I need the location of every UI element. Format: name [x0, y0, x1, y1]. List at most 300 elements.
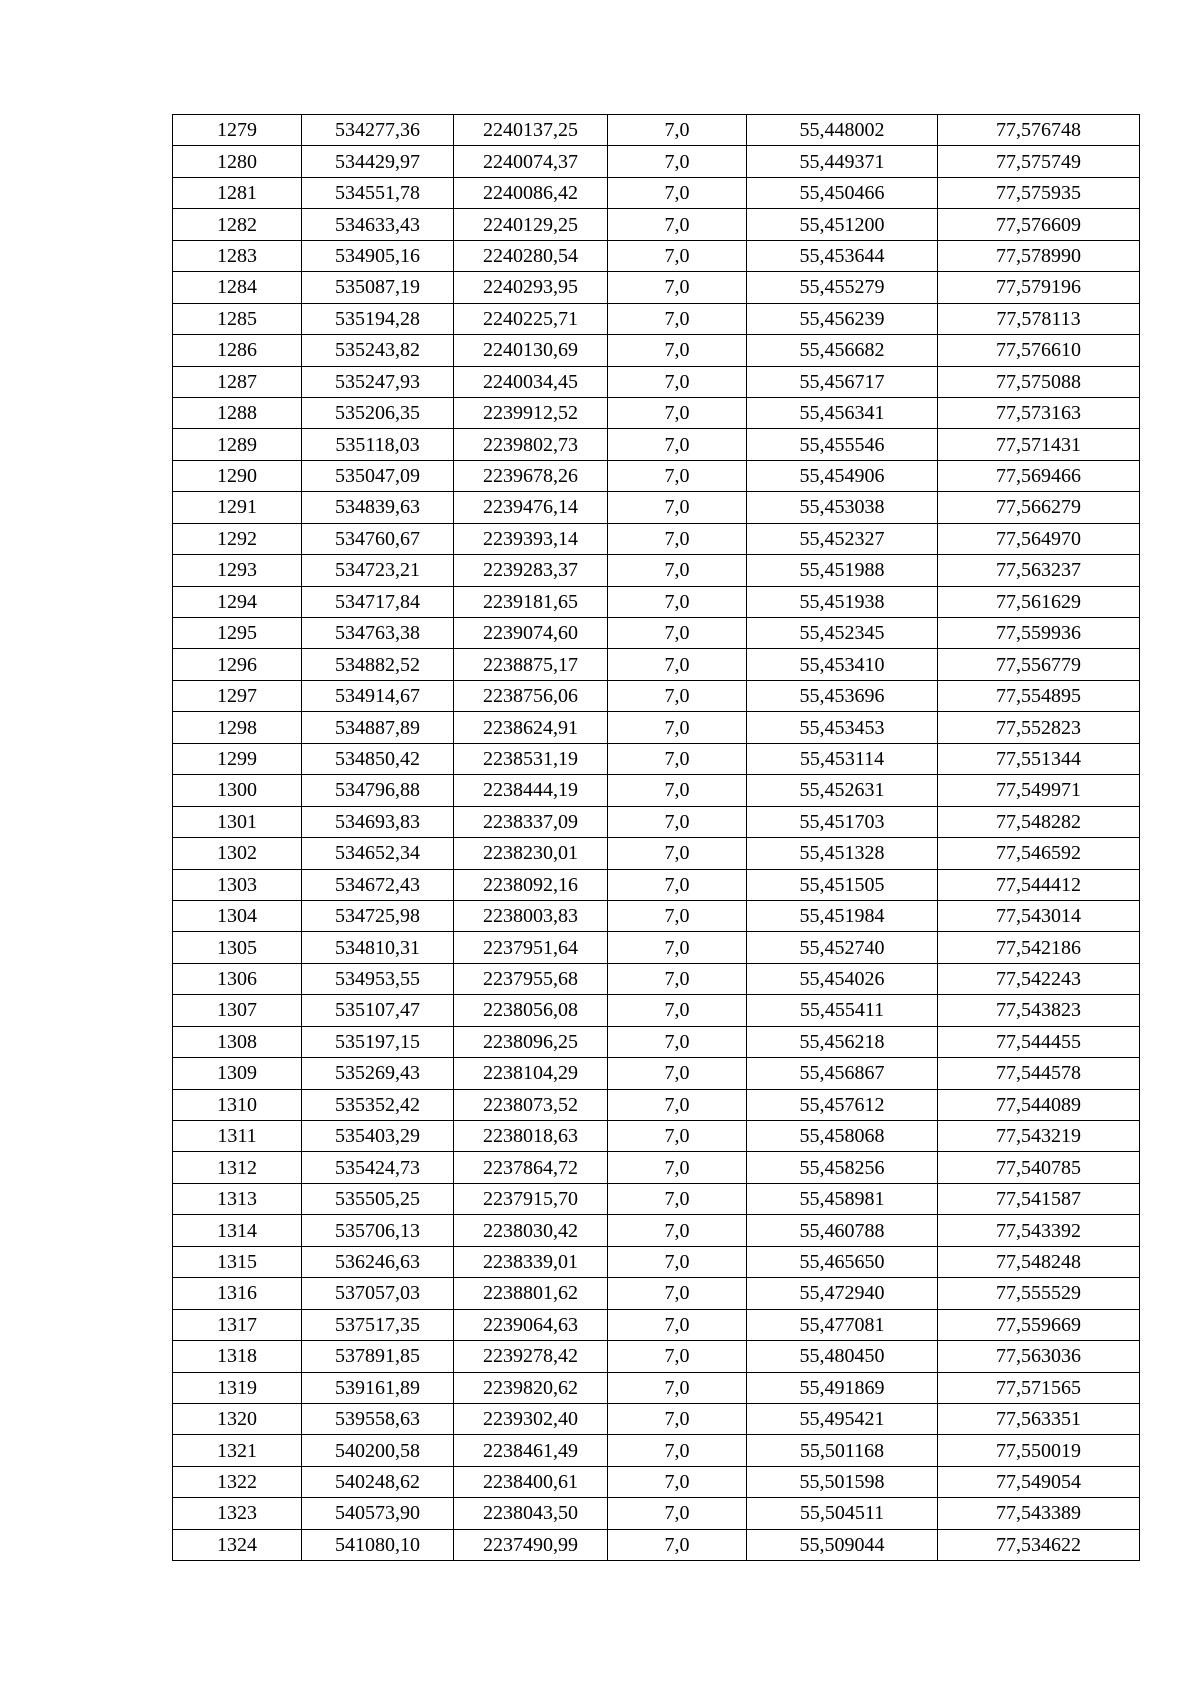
latitude-cell: 55,509044: [747, 1529, 938, 1560]
latitude-cell: 55,451703: [747, 806, 938, 837]
x-coordinate-cell: 534551,78: [302, 177, 454, 208]
y-coordinate-cell: 2239393,14: [454, 523, 608, 554]
y-coordinate-cell: 2239181,65: [454, 586, 608, 617]
y-coordinate-cell: 2238030,42: [454, 1215, 608, 1246]
longitude-cell: 77,556779: [938, 649, 1140, 680]
x-coordinate-cell: 540200,58: [302, 1435, 454, 1466]
point-number-cell: 1286: [173, 335, 302, 366]
longitude-cell: 77,571565: [938, 1372, 1140, 1403]
accuracy-cell: 7,0: [608, 900, 747, 931]
accuracy-cell: 7,0: [608, 1498, 747, 1529]
latitude-cell: 55,455546: [747, 429, 938, 460]
y-coordinate-cell: 2238092,16: [454, 869, 608, 900]
table-row: [173, 1121, 1140, 1152]
point-number-cell: 1291: [173, 492, 302, 523]
latitude-cell: 55,456218: [747, 1026, 938, 1057]
point-number-cell: 1288: [173, 397, 302, 428]
y-coordinate-cell: 2238337,09: [454, 806, 608, 837]
y-coordinate-cell: 2239912,52: [454, 397, 608, 428]
longitude-cell: 77,549054: [938, 1466, 1140, 1497]
y-coordinate-cell: 2238531,19: [454, 743, 608, 774]
accuracy-cell: 7,0: [608, 1435, 747, 1466]
y-coordinate-cell: 2237951,64: [454, 932, 608, 963]
accuracy-cell: 7,0: [608, 429, 747, 460]
y-coordinate-cell: 2239074,60: [454, 618, 608, 649]
point-number-cell: 1282: [173, 209, 302, 240]
x-coordinate-cell: 534850,42: [302, 743, 454, 774]
x-coordinate-cell: 534763,38: [302, 618, 454, 649]
point-number-cell: 1310: [173, 1089, 302, 1120]
y-coordinate-cell: 2238073,52: [454, 1089, 608, 1120]
point-number-cell: 1301: [173, 806, 302, 837]
longitude-cell: 77,576748: [938, 115, 1140, 146]
latitude-cell: 55,456341: [747, 397, 938, 428]
latitude-cell: 55,454026: [747, 963, 938, 994]
y-coordinate-cell: 2238756,06: [454, 680, 608, 711]
latitude-cell: 55,455279: [747, 272, 938, 303]
latitude-cell: 55,448002: [747, 115, 938, 146]
longitude-cell: 77,571431: [938, 429, 1140, 460]
latitude-cell: 55,453410: [747, 649, 938, 680]
latitude-cell: 55,451984: [747, 900, 938, 931]
y-coordinate-cell: 2238444,19: [454, 775, 608, 806]
point-number-cell: 1290: [173, 460, 302, 491]
accuracy-cell: 7,0: [608, 492, 747, 523]
x-coordinate-cell: 534887,89: [302, 712, 454, 743]
point-number-cell: 1311: [173, 1121, 302, 1152]
accuracy-cell: 7,0: [608, 209, 747, 240]
table-row: [173, 712, 1140, 743]
accuracy-cell: 7,0: [608, 932, 747, 963]
table-row: [173, 649, 1140, 680]
latitude-cell: 55,452345: [747, 618, 938, 649]
point-number-cell: 1287: [173, 366, 302, 397]
latitude-cell: 55,477081: [747, 1309, 938, 1340]
point-number-cell: 1309: [173, 1058, 302, 1089]
y-coordinate-cell: 2238104,29: [454, 1058, 608, 1089]
longitude-cell: 77,578113: [938, 303, 1140, 334]
y-coordinate-cell: 2240225,71: [454, 303, 608, 334]
table-row: [173, 1215, 1140, 1246]
longitude-cell: 77,575088: [938, 366, 1140, 397]
point-number-cell: 1320: [173, 1403, 302, 1434]
table-row: [173, 680, 1140, 711]
table-row: [173, 775, 1140, 806]
accuracy-cell: 7,0: [608, 335, 747, 366]
y-coordinate-cell: 2239802,73: [454, 429, 608, 460]
table-row: [173, 1498, 1140, 1529]
y-coordinate-cell: 2238624,91: [454, 712, 608, 743]
latitude-cell: 55,451200: [747, 209, 938, 240]
table-row: [173, 586, 1140, 617]
table-row: [173, 429, 1140, 460]
point-number-cell: 1321: [173, 1435, 302, 1466]
latitude-cell: 55,455411: [747, 995, 938, 1026]
table-row: [173, 177, 1140, 208]
y-coordinate-cell: 2239283,37: [454, 555, 608, 586]
x-coordinate-cell: 534723,21: [302, 555, 454, 586]
accuracy-cell: 7,0: [608, 1309, 747, 1340]
x-coordinate-cell: 534672,43: [302, 869, 454, 900]
latitude-cell: 55,495421: [747, 1403, 938, 1434]
point-number-cell: 1283: [173, 240, 302, 271]
longitude-cell: 77,548282: [938, 806, 1140, 837]
table-row: [173, 869, 1140, 900]
x-coordinate-cell: 534810,31: [302, 932, 454, 963]
longitude-cell: 77,541587: [938, 1183, 1140, 1214]
accuracy-cell: 7,0: [608, 1089, 747, 1120]
latitude-cell: 55,456682: [747, 335, 938, 366]
longitude-cell: 77,563036: [938, 1341, 1140, 1372]
y-coordinate-cell: 2238339,01: [454, 1246, 608, 1277]
table-row: [173, 460, 1140, 491]
x-coordinate-cell: 537057,03: [302, 1278, 454, 1309]
x-coordinate-cell: 534760,67: [302, 523, 454, 554]
table-row: [173, 240, 1140, 271]
latitude-cell: 55,458981: [747, 1183, 938, 1214]
latitude-cell: 55,451938: [747, 586, 938, 617]
latitude-cell: 55,453114: [747, 743, 938, 774]
table-row: [173, 1183, 1140, 1214]
accuracy-cell: 7,0: [608, 649, 747, 680]
point-number-cell: 1296: [173, 649, 302, 680]
longitude-cell: 77,575749: [938, 146, 1140, 177]
accuracy-cell: 7,0: [608, 743, 747, 774]
accuracy-cell: 7,0: [608, 869, 747, 900]
point-number-cell: 1312: [173, 1152, 302, 1183]
accuracy-cell: 7,0: [608, 1183, 747, 1214]
x-coordinate-cell: 534717,84: [302, 586, 454, 617]
longitude-cell: 77,542186: [938, 932, 1140, 963]
x-coordinate-cell: 539558,63: [302, 1403, 454, 1434]
x-coordinate-cell: 539161,89: [302, 1372, 454, 1403]
point-number-cell: 1306: [173, 963, 302, 994]
point-number-cell: 1303: [173, 869, 302, 900]
y-coordinate-cell: 2239064,63: [454, 1309, 608, 1340]
point-number-cell: 1289: [173, 429, 302, 460]
point-number-cell: 1307: [173, 995, 302, 1026]
x-coordinate-cell: 535118,03: [302, 429, 454, 460]
latitude-cell: 55,460788: [747, 1215, 938, 1246]
latitude-cell: 55,480450: [747, 1341, 938, 1372]
coordinates-table: [172, 114, 1140, 1561]
accuracy-cell: 7,0: [608, 240, 747, 271]
latitude-cell: 55,453644: [747, 240, 938, 271]
y-coordinate-cell: 2238056,08: [454, 995, 608, 1026]
x-coordinate-cell: 535047,09: [302, 460, 454, 491]
y-coordinate-cell: 2237864,72: [454, 1152, 608, 1183]
table-row: [173, 366, 1140, 397]
latitude-cell: 55,454906: [747, 460, 938, 491]
longitude-cell: 77,548248: [938, 1246, 1140, 1277]
table-row: [173, 806, 1140, 837]
latitude-cell: 55,451988: [747, 555, 938, 586]
table-row: [173, 303, 1140, 334]
longitude-cell: 77,551344: [938, 743, 1140, 774]
y-coordinate-cell: 2237490,99: [454, 1529, 608, 1560]
y-coordinate-cell: 2240293,95: [454, 272, 608, 303]
point-number-cell: 1300: [173, 775, 302, 806]
longitude-cell: 77,563351: [938, 1403, 1140, 1434]
y-coordinate-cell: 2239476,14: [454, 492, 608, 523]
longitude-cell: 77,543823: [938, 995, 1140, 1026]
point-number-cell: 1322: [173, 1466, 302, 1497]
table-row: [173, 1341, 1140, 1372]
point-number-cell: 1317: [173, 1309, 302, 1340]
y-coordinate-cell: 2240034,45: [454, 366, 608, 397]
accuracy-cell: 7,0: [608, 1403, 747, 1434]
accuracy-cell: 7,0: [608, 177, 747, 208]
point-number-cell: 1280: [173, 146, 302, 177]
table-row: [173, 146, 1140, 177]
accuracy-cell: 7,0: [608, 806, 747, 837]
longitude-cell: 77,544089: [938, 1089, 1140, 1120]
latitude-cell: 55,452327: [747, 523, 938, 554]
y-coordinate-cell: 2238096,25: [454, 1026, 608, 1057]
point-number-cell: 1281: [173, 177, 302, 208]
longitude-cell: 77,575935: [938, 177, 1140, 208]
table-row: [173, 1152, 1140, 1183]
x-coordinate-cell: 541080,10: [302, 1529, 454, 1560]
longitude-cell: 77,550019: [938, 1435, 1140, 1466]
accuracy-cell: 7,0: [608, 963, 747, 994]
table-row: [173, 618, 1140, 649]
point-number-cell: 1298: [173, 712, 302, 743]
accuracy-cell: 7,0: [608, 1341, 747, 1372]
latitude-cell: 55,491869: [747, 1372, 938, 1403]
longitude-cell: 77,578990: [938, 240, 1140, 271]
latitude-cell: 55,472940: [747, 1278, 938, 1309]
accuracy-cell: 7,0: [608, 1121, 747, 1152]
y-coordinate-cell: 2240130,69: [454, 335, 608, 366]
x-coordinate-cell: 537891,85: [302, 1341, 454, 1372]
longitude-cell: 77,564970: [938, 523, 1140, 554]
accuracy-cell: 7,0: [608, 680, 747, 711]
table-row: [173, 963, 1140, 994]
latitude-cell: 55,457612: [747, 1089, 938, 1120]
y-coordinate-cell: 2239820,62: [454, 1372, 608, 1403]
latitude-cell: 55,450466: [747, 177, 938, 208]
point-number-cell: 1292: [173, 523, 302, 554]
y-coordinate-cell: 2237915,70: [454, 1183, 608, 1214]
x-coordinate-cell: 535243,82: [302, 335, 454, 366]
longitude-cell: 77,554895: [938, 680, 1140, 711]
point-number-cell: 1299: [173, 743, 302, 774]
latitude-cell: 55,453038: [747, 492, 938, 523]
x-coordinate-cell: 534277,36: [302, 115, 454, 146]
x-coordinate-cell: 535706,13: [302, 1215, 454, 1246]
longitude-cell: 77,552823: [938, 712, 1140, 743]
longitude-cell: 77,563237: [938, 555, 1140, 586]
x-coordinate-cell: 534796,88: [302, 775, 454, 806]
table-row: [173, 1529, 1140, 1560]
longitude-cell: 77,543219: [938, 1121, 1140, 1152]
y-coordinate-cell: 2238400,61: [454, 1466, 608, 1497]
x-coordinate-cell: 534725,98: [302, 900, 454, 931]
table-row: [173, 1435, 1140, 1466]
x-coordinate-cell: 535269,43: [302, 1058, 454, 1089]
point-number-cell: 1295: [173, 618, 302, 649]
accuracy-cell: 7,0: [608, 366, 747, 397]
longitude-cell: 77,534622: [938, 1529, 1140, 1560]
y-coordinate-cell: 2238461,49: [454, 1435, 608, 1466]
accuracy-cell: 7,0: [608, 995, 747, 1026]
accuracy-cell: 7,0: [608, 1026, 747, 1057]
x-coordinate-cell: 534693,83: [302, 806, 454, 837]
y-coordinate-cell: 2240137,25: [454, 115, 608, 146]
y-coordinate-cell: 2240086,42: [454, 177, 608, 208]
longitude-cell: 77,544578: [938, 1058, 1140, 1089]
accuracy-cell: 7,0: [608, 712, 747, 743]
table-row: [173, 397, 1140, 428]
table-row: [173, 523, 1140, 554]
x-coordinate-cell: 535247,93: [302, 366, 454, 397]
y-coordinate-cell: 2239678,26: [454, 460, 608, 491]
x-coordinate-cell: 534914,67: [302, 680, 454, 711]
x-coordinate-cell: 535352,42: [302, 1089, 454, 1120]
x-coordinate-cell: 534953,55: [302, 963, 454, 994]
longitude-cell: 77,546592: [938, 838, 1140, 869]
point-number-cell: 1305: [173, 932, 302, 963]
y-coordinate-cell: 2238043,50: [454, 1498, 608, 1529]
table-row: [173, 1278, 1140, 1309]
longitude-cell: 77,542243: [938, 963, 1140, 994]
latitude-cell: 55,501598: [747, 1466, 938, 1497]
accuracy-cell: 7,0: [608, 838, 747, 869]
latitude-cell: 55,456717: [747, 366, 938, 397]
table-row: [173, 1372, 1140, 1403]
latitude-cell: 55,452740: [747, 932, 938, 963]
latitude-cell: 55,453453: [747, 712, 938, 743]
accuracy-cell: 7,0: [608, 555, 747, 586]
table-row: [173, 1089, 1140, 1120]
latitude-cell: 55,465650: [747, 1246, 938, 1277]
latitude-cell: 55,449371: [747, 146, 938, 177]
point-number-cell: 1313: [173, 1183, 302, 1214]
point-number-cell: 1323: [173, 1498, 302, 1529]
y-coordinate-cell: 2240280,54: [454, 240, 608, 271]
latitude-cell: 55,504511: [747, 1498, 938, 1529]
point-number-cell: 1319: [173, 1372, 302, 1403]
table-row: [173, 1403, 1140, 1434]
accuracy-cell: 7,0: [608, 303, 747, 334]
accuracy-cell: 7,0: [608, 1152, 747, 1183]
longitude-cell: 77,559669: [938, 1309, 1140, 1340]
longitude-cell: 77,543392: [938, 1215, 1140, 1246]
coordinates-table-body: [173, 115, 1140, 1561]
latitude-cell: 55,453696: [747, 680, 938, 711]
accuracy-cell: 7,0: [608, 397, 747, 428]
point-number-cell: 1308: [173, 1026, 302, 1057]
latitude-cell: 55,501168: [747, 1435, 938, 1466]
x-coordinate-cell: 534633,43: [302, 209, 454, 240]
longitude-cell: 77,566279: [938, 492, 1140, 523]
accuracy-cell: 7,0: [608, 775, 747, 806]
accuracy-cell: 7,0: [608, 146, 747, 177]
x-coordinate-cell: 534839,63: [302, 492, 454, 523]
y-coordinate-cell: 2238230,01: [454, 838, 608, 869]
longitude-cell: 77,573163: [938, 397, 1140, 428]
point-number-cell: 1314: [173, 1215, 302, 1246]
point-number-cell: 1284: [173, 272, 302, 303]
table-row: [173, 492, 1140, 523]
table-row: [173, 209, 1140, 240]
point-number-cell: 1315: [173, 1246, 302, 1277]
latitude-cell: 55,458256: [747, 1152, 938, 1183]
x-coordinate-cell: 535107,47: [302, 995, 454, 1026]
longitude-cell: 77,576609: [938, 209, 1140, 240]
table-row: [173, 1246, 1140, 1277]
y-coordinate-cell: 2238018,63: [454, 1121, 608, 1152]
longitude-cell: 77,555529: [938, 1278, 1140, 1309]
point-number-cell: 1302: [173, 838, 302, 869]
table-row: [173, 995, 1140, 1026]
x-coordinate-cell: 540573,90: [302, 1498, 454, 1529]
x-coordinate-cell: 535505,25: [302, 1183, 454, 1214]
latitude-cell: 55,458068: [747, 1121, 938, 1152]
point-number-cell: 1294: [173, 586, 302, 617]
table-row: [173, 743, 1140, 774]
x-coordinate-cell: 535197,15: [302, 1026, 454, 1057]
table-row: [173, 1466, 1140, 1497]
longitude-cell: 77,561629: [938, 586, 1140, 617]
y-coordinate-cell: 2238875,17: [454, 649, 608, 680]
y-coordinate-cell: 2239278,42: [454, 1341, 608, 1372]
point-number-cell: 1318: [173, 1341, 302, 1372]
longitude-cell: 77,543389: [938, 1498, 1140, 1529]
longitude-cell: 77,544455: [938, 1026, 1140, 1057]
x-coordinate-cell: 535206,35: [302, 397, 454, 428]
x-coordinate-cell: 535403,29: [302, 1121, 454, 1152]
point-number-cell: 1304: [173, 900, 302, 931]
accuracy-cell: 7,0: [608, 1215, 747, 1246]
y-coordinate-cell: 2238003,83: [454, 900, 608, 931]
point-number-cell: 1324: [173, 1529, 302, 1560]
accuracy-cell: 7,0: [608, 1372, 747, 1403]
point-number-cell: 1279: [173, 115, 302, 146]
accuracy-cell: 7,0: [608, 1466, 747, 1497]
accuracy-cell: 7,0: [608, 1529, 747, 1560]
latitude-cell: 55,456867: [747, 1058, 938, 1089]
x-coordinate-cell: 534882,52: [302, 649, 454, 680]
table-row: [173, 115, 1140, 146]
accuracy-cell: 7,0: [608, 1058, 747, 1089]
y-coordinate-cell: 2240129,25: [454, 209, 608, 240]
longitude-cell: 77,576610: [938, 335, 1140, 366]
latitude-cell: 55,451505: [747, 869, 938, 900]
table-row: [173, 932, 1140, 963]
x-coordinate-cell: 540248,62: [302, 1466, 454, 1497]
longitude-cell: 77,569466: [938, 460, 1140, 491]
latitude-cell: 55,456239: [747, 303, 938, 334]
x-coordinate-cell: 537517,35: [302, 1309, 454, 1340]
accuracy-cell: 7,0: [608, 272, 747, 303]
accuracy-cell: 7,0: [608, 618, 747, 649]
y-coordinate-cell: 2238801,62: [454, 1278, 608, 1309]
accuracy-cell: 7,0: [608, 523, 747, 554]
table-row: [173, 272, 1140, 303]
accuracy-cell: 7,0: [608, 1278, 747, 1309]
table-row: [173, 555, 1140, 586]
x-coordinate-cell: 535087,19: [302, 272, 454, 303]
accuracy-cell: 7,0: [608, 586, 747, 617]
x-coordinate-cell: 534652,34: [302, 838, 454, 869]
longitude-cell: 77,579196: [938, 272, 1140, 303]
latitude-cell: 55,452631: [747, 775, 938, 806]
accuracy-cell: 7,0: [608, 1246, 747, 1277]
longitude-cell: 77,540785: [938, 1152, 1140, 1183]
longitude-cell: 77,543014: [938, 900, 1140, 931]
